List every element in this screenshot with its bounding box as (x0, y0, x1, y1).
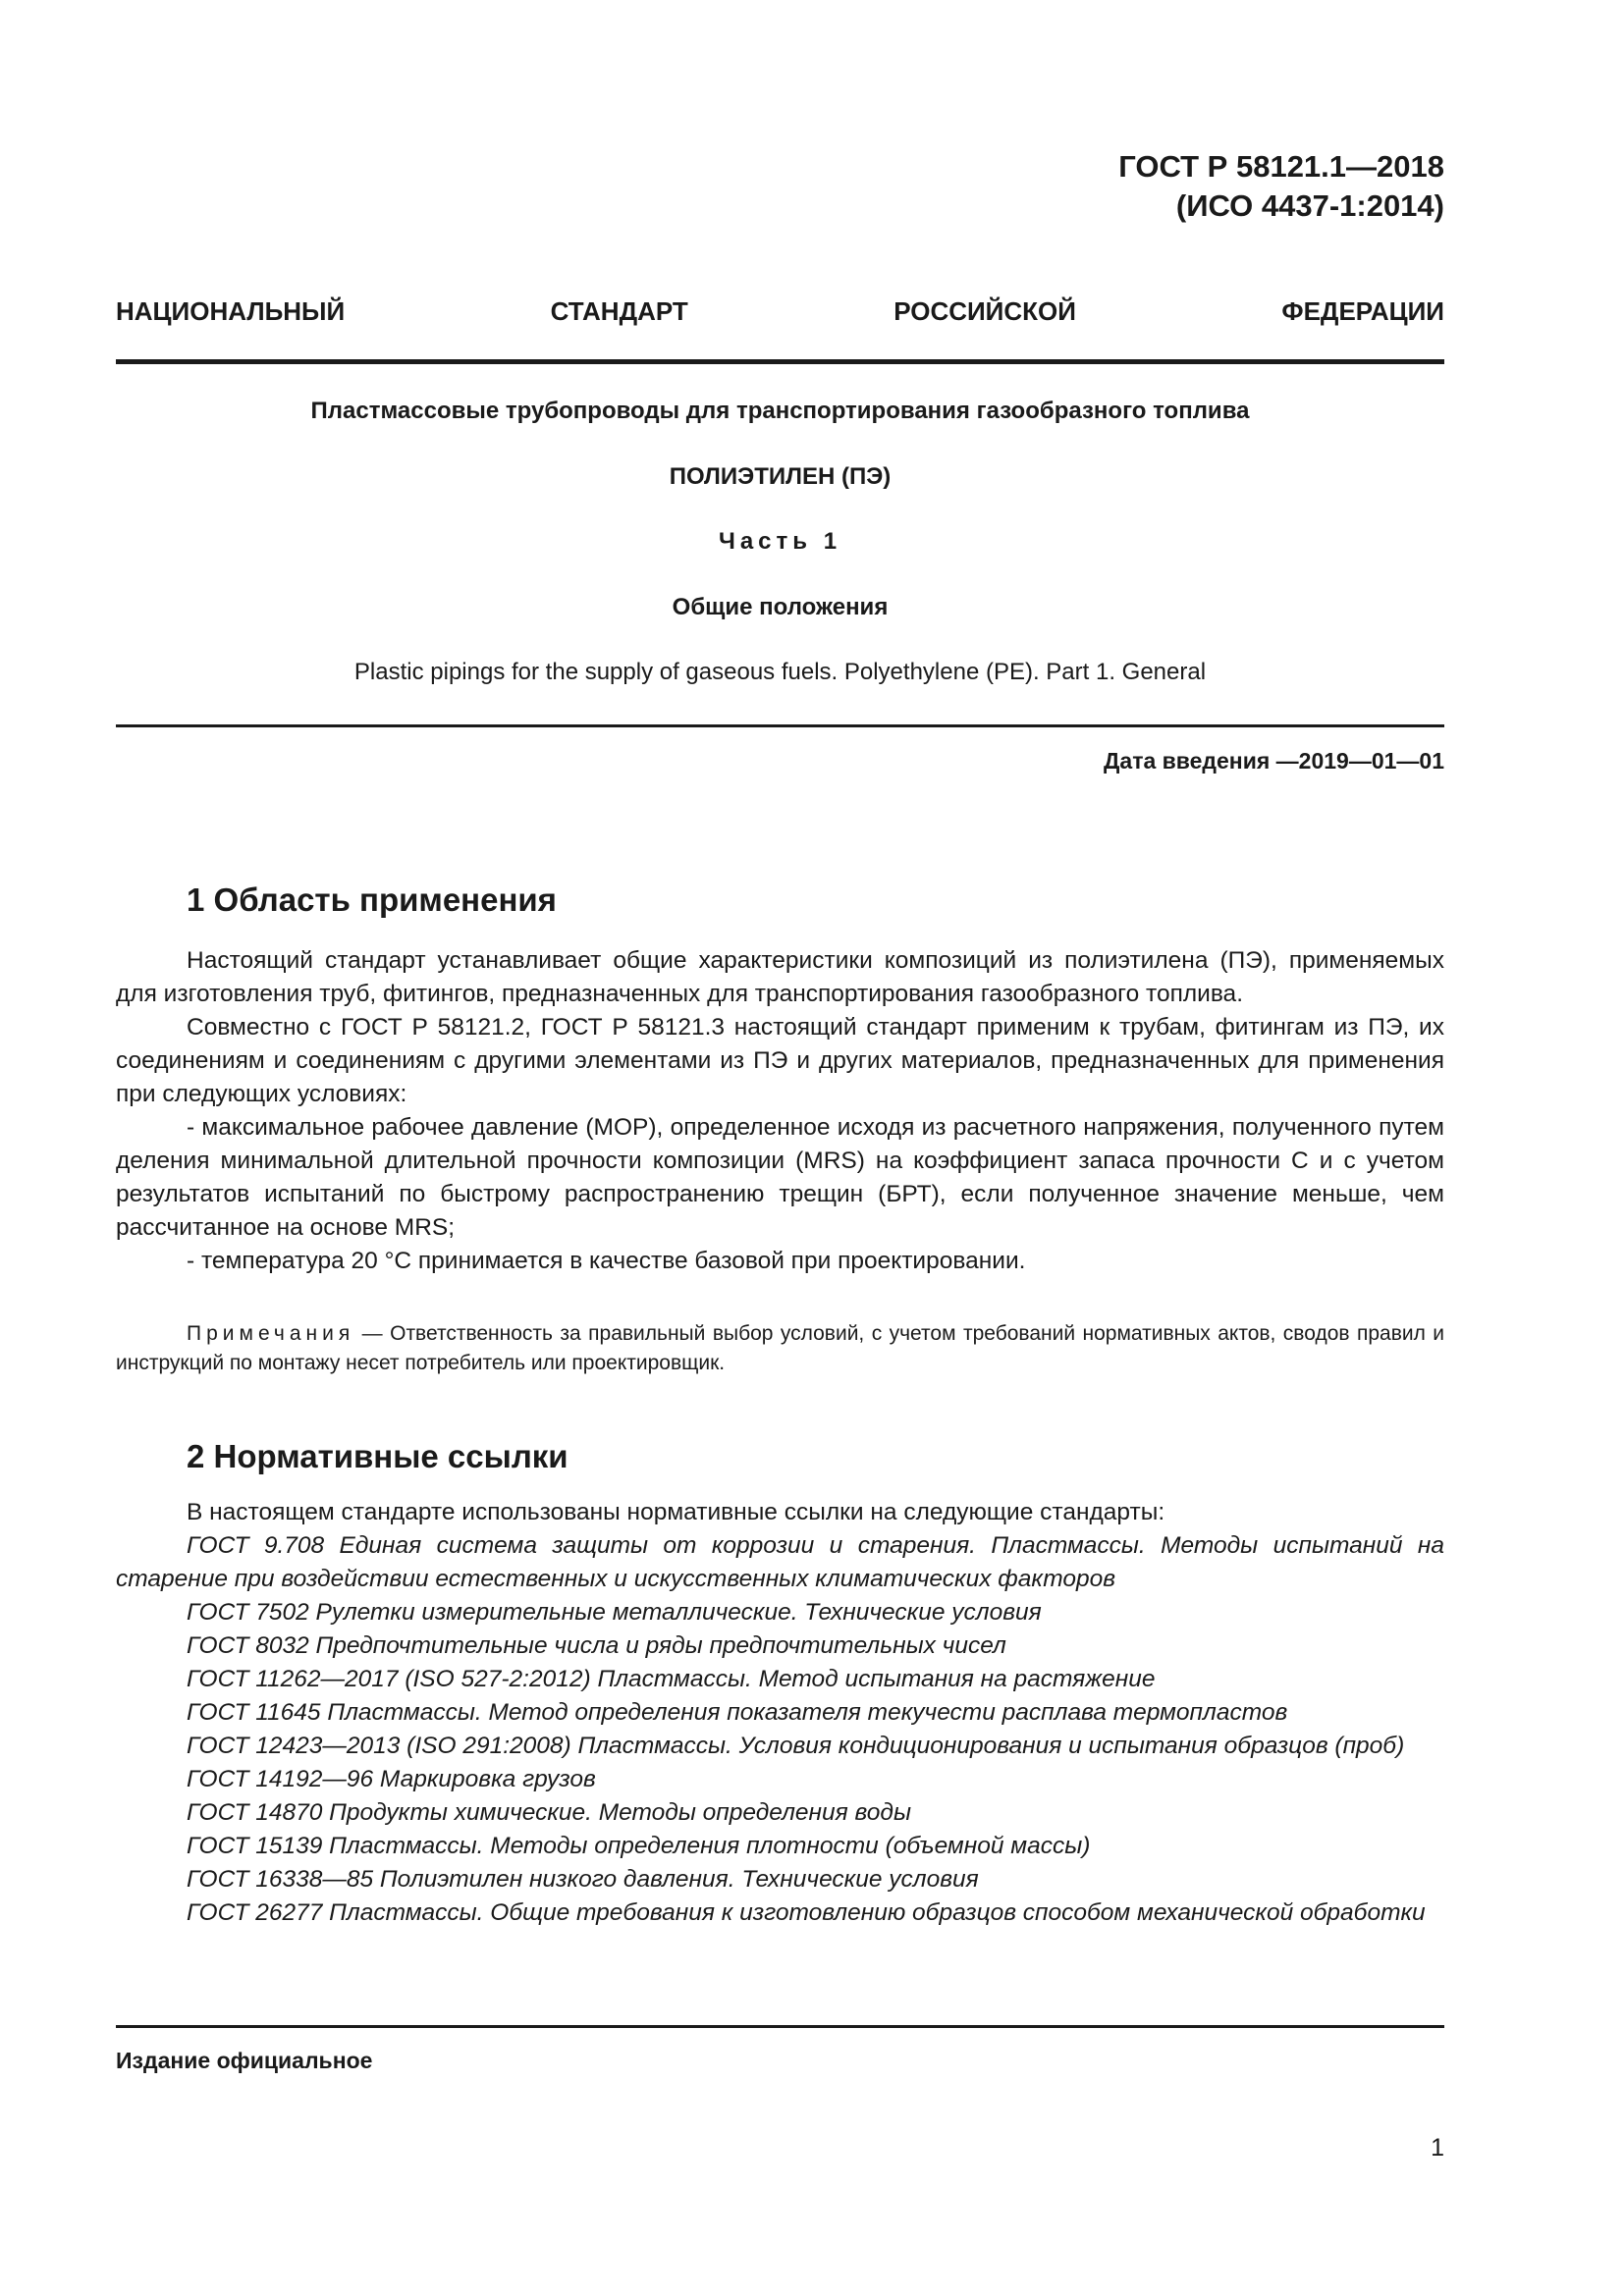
section-2-heading: 2 Нормативные ссылки (187, 1438, 568, 1474)
reference-item: ГОСТ 7502 Рулетки измерительные металлические. Технические условия (187, 1599, 1042, 1626)
title-rule (116, 724, 1444, 727)
reference-item: ГОСТ 11645 Пластмассы. Метод определения показателя текучести расплава термопластов (187, 1699, 1288, 1726)
reference-item: ГОСТ 15139 Пластмассы. Методы определения плотности (объемной массы) (187, 1833, 1091, 1859)
national-standard-banner: НАЦИОНАЛЬНЫЙ СТАНДАРТ РОССИЙСКОЙ ФЕДЕРАЦИИ (116, 296, 1444, 326)
introduction-date: Дата введения —2019—01—01 (1104, 748, 1444, 774)
document-subtitle: Общие положения (672, 594, 889, 620)
section-2-intro: В настоящем стандарте использованы нормативные ссылки на следующие стандарты: (187, 1499, 1165, 1525)
section-1-heading: 1 Область применения (187, 881, 557, 918)
reference-item: ГОСТ 26277 Пластмассы. Общие требования к изготовлению образцов способом механической обработки (187, 1899, 1426, 1926)
page-number: 1 (1431, 2134, 1444, 2162)
english-title: Plastic pipings for the supply of gaseous fuels. Polyethylene (PE). Part 1. General (353, 659, 1207, 685)
section-1-list-item: - температура 20 °С принимается в качестве базовой при проектировании. (187, 1248, 1026, 1274)
note-label: Примечания (187, 1322, 355, 1345)
section-1-paragraph: Совместно с ГОСТ Р 58121.2, ГОСТ Р 58121.3 настоящий стандарт применим к трубам, фитингам из ПЭ, их соединениям и соединениям с другими элементами из ПЭ и других материалов, предназначенных для применения при следующих условиях: (116, 1014, 1444, 1107)
reference-item: ГОСТ 16338—85 Полиэтилен низкого давления. Технические условия (187, 1866, 979, 1893)
reference-item: ГОСТ 14870 Продукты химические. Методы определения воды (187, 1799, 912, 1826)
reference-item: ГОСТ 8032 Предпочтительные числа и ряды предпочтительных чисел (187, 1632, 1006, 1659)
official-edition-label: Издание официальное (116, 2048, 373, 2073)
designation-iso: (ИСО 4437-1:2014) (1175, 188, 1444, 223)
section-2-body (116, 1496, 1444, 1930)
document-part: Часть 1 (718, 528, 842, 555)
designation-gost: ГОСТ Р 58121.1—2018 (1118, 149, 1444, 184)
reference-item: ГОСТ 14192—96 Маркировка грузов (187, 1766, 596, 1792)
section-1-list-item: - максимальное рабочее давление (МОР), определенное исходя из расчетного напряжения, полученного путем деления минимальной длительной прочности композиции (MRS) на коэффициент запаса прочности С и с учетом результатов испытаний по быстрому распространению трещин (БРТ), если полученное значение меньше, чем рассчитанное на основе MRS; (116, 1114, 1444, 1241)
standard-designation (1118, 147, 1444, 226)
section-1-note (116, 1319, 1444, 1378)
section-1-paragraph: Настоящий стандарт устанавливает общие характеристики композиций из полиэтилена (ПЭ), применяемых для изготовления труб, фитингов, предназначенных для транспортирования газообразного топлива. (116, 947, 1444, 1007)
section-1-body (116, 944, 1444, 1278)
document-title: Пластмассовые трубопроводы для транспортирования газообразного топлива (310, 398, 1250, 424)
reference-item: ГОСТ 11262—2017 (ISO 527-2:2012) Пластмассы. Метод испытания на растяжение (187, 1666, 1156, 1692)
document-title-material: ПОЛИЭТИЛЕН (ПЭ) (669, 463, 892, 490)
reference-item: ГОСТ 12423—2013 (ISO 291:2008) Пластмассы. Условия кондиционирования и испытания образцов (проб) (187, 1733, 1405, 1759)
header-rule (116, 359, 1444, 364)
note-text: — Ответственность за правильный выбор условий, с учетом требований нормативных актов, сводов правил и инструкций по монтажу несет потребитель или проектировщик. (116, 1322, 1444, 1374)
footer-rule (116, 2025, 1444, 2028)
reference-item: ГОСТ 9.708 Единая система защиты от коррозии и старения. Пластмассы. Методы испытаний на старение при воздействии естественных и искусственных климатических факторов (116, 1532, 1444, 1592)
